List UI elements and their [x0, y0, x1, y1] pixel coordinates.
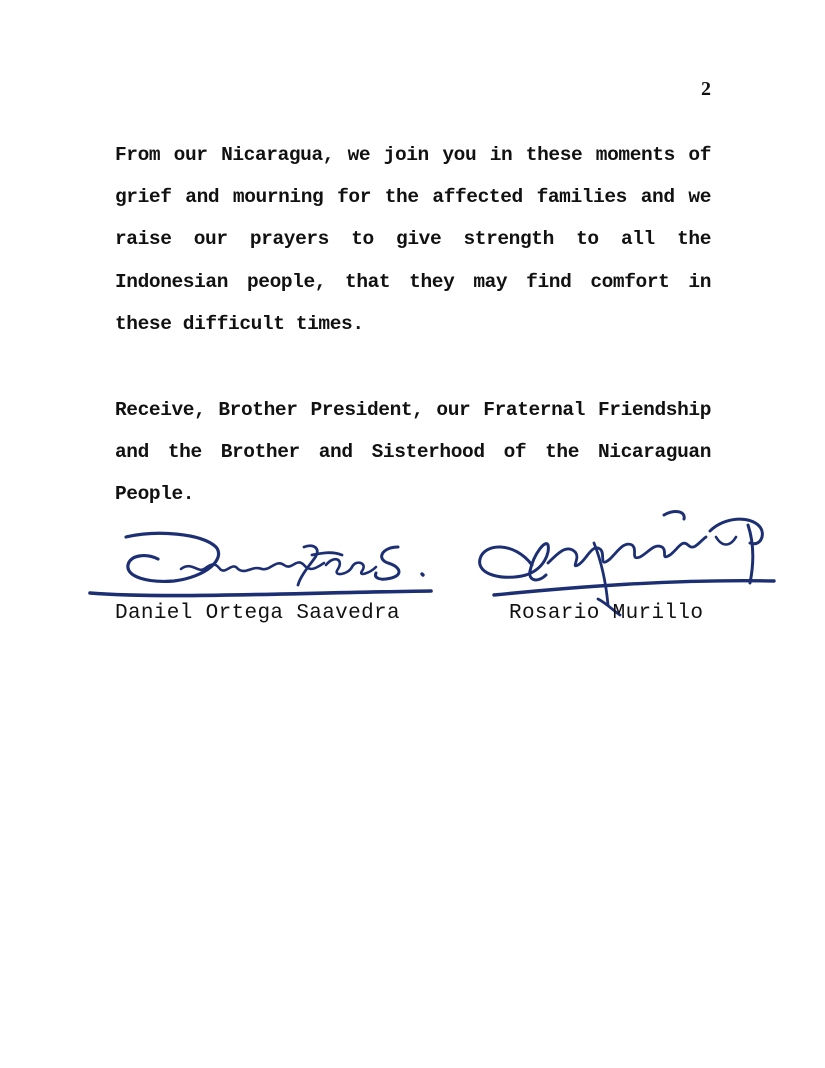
- signature-ortega: [86, 525, 436, 605]
- signer-name-murillo: Rosario Murillo: [509, 602, 704, 625]
- page-number: 2: [701, 78, 711, 100]
- letter-paragraph-condolences: From our Nicaragua, we join you in these moments of grief and mourning for the affected families and we raise our prayers to give strength to all the Indonesian people, that they may find comfort in these difficult times.: [115, 144, 711, 335]
- signer-name-ortega: Daniel Ortega Saavedra: [115, 602, 400, 625]
- letter-paragraph-closing: Receive, Brother President, our Fraternal Friendship and the Brother and Sisterhood of the Nicaraguan People.: [115, 399, 711, 506]
